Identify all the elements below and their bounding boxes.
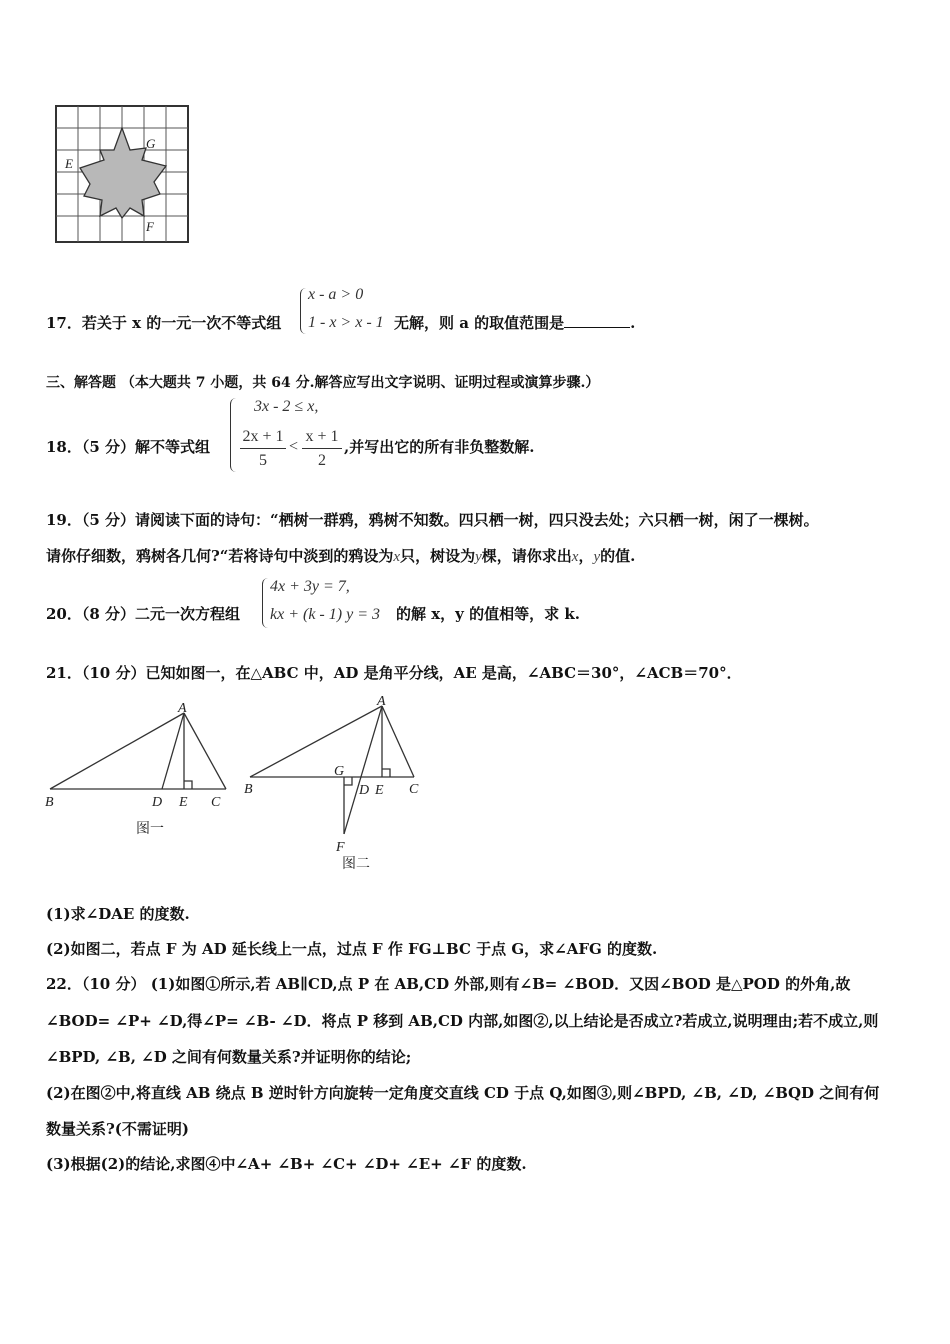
q19-line2-d: ， bbox=[578, 547, 594, 565]
q21-figure-2 bbox=[238, 694, 438, 874]
section3-title: 三、解答题 （本大题共 7 小题，共 64 分.解答应写出文字说明、证明过程或演算步骤.） bbox=[46, 375, 600, 391]
q18-lt: < bbox=[289, 438, 299, 455]
q18-ineq1: 3x - 2 ≤ x, bbox=[254, 398, 319, 415]
fig2-label-a: A bbox=[377, 694, 386, 709]
fig2-label-c: C bbox=[409, 782, 419, 797]
q19-line2-e: 的值. bbox=[600, 547, 636, 565]
q20-eq1: 4x + 3y = 7, bbox=[270, 578, 350, 595]
q18-suffix: ,并写出它的所有非负整数解. bbox=[344, 438, 535, 456]
fig2-label-e: E bbox=[375, 783, 384, 798]
fig1-label-d: D bbox=[152, 795, 163, 810]
q17-suffix-line bbox=[394, 312, 635, 333]
q18-frac2-line bbox=[302, 448, 342, 449]
q20-eq2: kx + (k - 1) y = 3 bbox=[270, 606, 380, 623]
q17-suffix: 无解，则 a 的取值范围是 bbox=[394, 314, 565, 332]
q18-prefix: 18．（5 分）解不等式组 bbox=[46, 438, 211, 456]
label-f: F bbox=[146, 219, 154, 234]
q22-line2: ∠BOD= ∠P+ ∠D,得∠P= ∠B- ∠D．将点 P 移到 AB,CD 内部,如图②,以上结论是否成立?若成立,说明理由;若不成立,则 bbox=[46, 1012, 879, 1030]
q22-line5: 数量关系?(不需证明) bbox=[46, 1120, 189, 1138]
q22-line1: 22．（10 分） (1)如图①所示,若 AB∥CD,点 P 在 AB,CD 外部,则有∠B= ∠BOD．又因∠BOD 是△POD 的外角,故 bbox=[46, 975, 851, 993]
fig1-caption: 图一 bbox=[136, 822, 164, 837]
q19-line1: 19．（5 分）请阅读下面的诗句：“栖树一群鸦，鸦树不知数。四只栖一树，四只没去处；六只栖一树，闲了一棵树。 bbox=[46, 511, 819, 529]
q18-brace bbox=[230, 398, 237, 472]
q21-stem: 21．（10 分）已知如图一，在△ABC 中，AD 是角平分线，AE 是高，∠ABC＝30°，∠ACB＝70°． bbox=[46, 664, 742, 682]
fig2-label-b: B bbox=[244, 782, 253, 797]
q19-var-y: y bbox=[475, 549, 482, 565]
q17-answer-blank bbox=[564, 313, 630, 328]
fig1-label-b: B bbox=[45, 795, 54, 810]
leaf-grid-figure bbox=[54, 104, 192, 246]
q22-line6: (3)根据(2)的结论,求图④中∠A+ ∠B+ ∠C+ ∠D+ ∠E+ ∠F 的度数. bbox=[46, 1155, 527, 1173]
q20-suffix: 的解 x，y 的值相等，求 k. bbox=[396, 605, 580, 623]
fig2-label-d: D bbox=[359, 783, 370, 798]
q18-frac1-num: 2x + 1 bbox=[242, 428, 284, 445]
q17-end: . bbox=[630, 314, 636, 332]
fig1-label-e: E bbox=[179, 795, 188, 810]
q18-frac2-den: 2 bbox=[318, 452, 326, 469]
q17-ineq2: 1 - x > x - 1 bbox=[308, 314, 384, 331]
q19-var-y2: y bbox=[593, 549, 601, 565]
q22-line3: ∠BPD, ∠B, ∠D 之间有何数量关系?并证明你的结论; bbox=[46, 1048, 412, 1066]
q21-part2: (2)如图二，若点 F 为 AD 延长线上一点，过点 F 作 FG⊥BC 于点 G，求∠AFG 的度数. bbox=[46, 940, 658, 958]
q20-brace bbox=[262, 578, 269, 628]
q19-line2-a: 请你仔细数，鸦树各几何?“若将诗句中淡到的鸦设为 bbox=[46, 547, 394, 565]
fig2-label-g: G bbox=[334, 764, 345, 779]
q19-line2-c: 棵，请你求出 bbox=[481, 547, 572, 565]
q19-line2-b: 只，树设为 bbox=[400, 547, 476, 565]
label-e: E bbox=[65, 156, 73, 171]
q21-figure-1 bbox=[40, 696, 240, 842]
q21-part1: (1)求∠DAE 的度数. bbox=[46, 905, 190, 923]
fig2-caption: 图二 bbox=[342, 857, 370, 872]
q22-line4: (2)在图②中,将直线 AB 绕点 B 逆时针方向旋转一定角度交直线 CD 于点 Q,如图③,则∠BPD, ∠B, ∠D, ∠BQD 之间有何 bbox=[46, 1084, 880, 1102]
q19-line2 bbox=[46, 545, 635, 566]
q20-prefix: 20．（8 分）二元一次方程组 bbox=[46, 605, 241, 623]
fig1-label-a: A bbox=[178, 701, 187, 716]
q17-brace bbox=[300, 288, 307, 334]
q17-prefix: 17．若关于 x 的一元一次不等式组 bbox=[46, 314, 282, 332]
q19-var-x2: x bbox=[571, 549, 579, 565]
fig2-label-f: F bbox=[336, 840, 345, 855]
fig1-label-c: C bbox=[211, 795, 221, 810]
q19-var-x: x bbox=[393, 549, 401, 565]
q18-frac1-den: 5 bbox=[259, 452, 267, 469]
q18-frac1-line bbox=[240, 448, 286, 449]
label-g: G bbox=[146, 136, 156, 151]
q17-ineq1: x - a > 0 bbox=[308, 286, 364, 303]
q18-frac2-num: x + 1 bbox=[305, 428, 339, 445]
